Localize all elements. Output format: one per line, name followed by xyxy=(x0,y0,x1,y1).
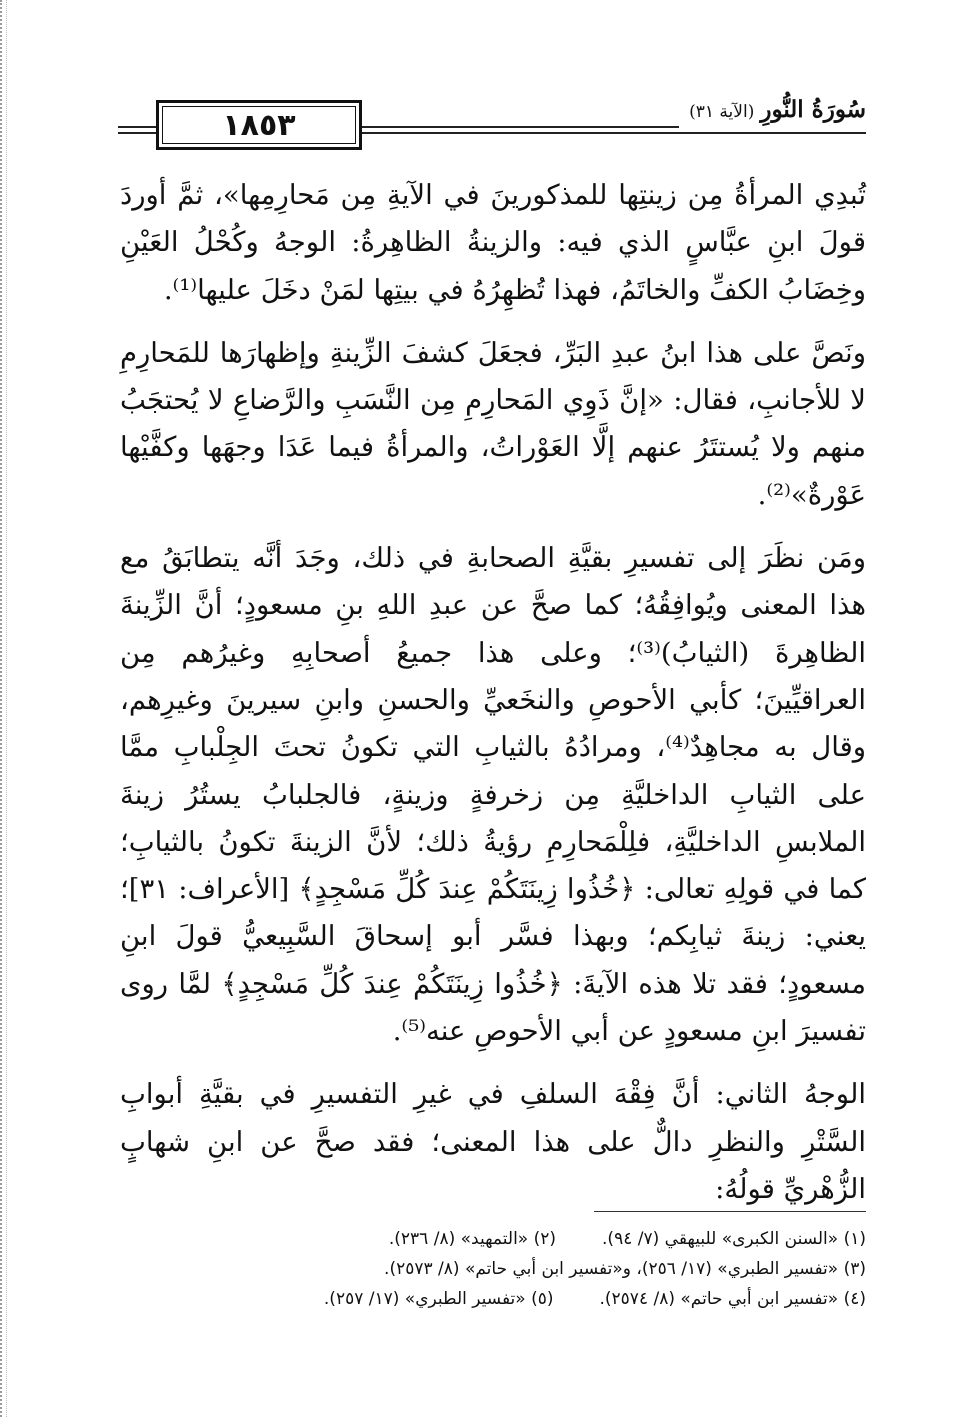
paragraph: الوجهُ الثاني: أنَّ فِقْهَ السلفِ في غيرِ التفسيرِ في بقيَّةِ أبوابِ السَّتْرِ والنظرِ دالٌّ على هذا المعنى؛ فقد صحَّ عن ابنِ شهابٍ الزُّهْريِّ قولُهُ: xyxy=(120,1078,866,1205)
paragraph: ونَصَّ على هذا ابنُ عبدِ البَرِّ، فجعَلَ كشفَ الزِّينةِ وإظهارَها للمَحارِمِ لا للأجانبِ، فقال: «إنَّ ذَوِي المَحارِمِ مِن النَّسَبِ والرَّضاعِ لا يُحتجَبُ منهم ولا يُستتَرُ عنهم إلَّا العَوْراتُ، والمرأةُ فيما عَدَا وجهَها وكفَّيْها عَوْرةٌ»⁽²⁾. xyxy=(120,336,866,511)
footnote: (٥) «تفسير الطبري» (١٧/ ٢٥٧). xyxy=(323,1289,554,1309)
footnote: (٢) «التمهيد» (٨/ ٢٣٦). xyxy=(388,1229,557,1249)
footnote: (٤) «تفسير ابن أبي حاتم» (٨/ ٢٥٧٤). xyxy=(599,1289,866,1309)
surah-name: سُورَةُ النُّورِ xyxy=(760,96,866,123)
footnote: (١) «السنن الكبرى» للبيهقي (٧/ ٩٤). xyxy=(602,1229,866,1249)
footnote-line xyxy=(120,1224,866,1254)
footnote: (٣) «تفسير الطبري» (١٧/ ٢٥٦)، و«تفسير ابن أبي حاتم» (٨/ ٢٥٧٣). xyxy=(384,1259,866,1279)
running-title xyxy=(679,96,866,128)
footnote-line xyxy=(120,1254,866,1284)
main-text xyxy=(120,172,866,1229)
footnotes xyxy=(120,1224,866,1314)
footnote-line xyxy=(120,1284,866,1314)
paragraph: ومَن نظَرَ إلى تفسيرِ بقيَّةِ الصحابةِ في ذلك، وجَدَ أنَّه يتطابَقُ مع هذا المعنى ويُوافِقُهُ؛ كما صحَّ عن عبدِ اللهِ بنِ مسعودٍ؛ أنَّ الزِّينةَ الظاهِرةَ (الثيابُ)⁽³⁾؛ وعلى هذا جميعُ أصحابِهِ وغيرُهم مِن العراقيِّينَ؛ كأبي الأحوصِ والنخَعيِّ والحسنِ وابنِ سيرينَ وغيرِهم، وقال به مجاهِدٌ⁽⁴⁾، ومرادُهُ بالثيابِ التي تكونُ تحتَ الجِلْبابِ ممَّا على الثيابِ الداخليَّةِ مِن زخرفةٍ وزينةٍ، فالجلبابُ يستُرُ زينةَ الملابسِ الداخليَّةِ، فلِلْمَحارِمِ رؤيةُ ذلك؛ لأنَّ الزينةَ تكونُ بالثيابِ؛ كما في قولِهِ تعالى: ﴿خُذُوا زِينَتَكُمْ عِندَ كُلِّ مَسْجِدٍ﴾ [الأعراف: ٣١]؛ يعني: زينةَ ثيابِكم؛ وبهذا فسَّر أبو إسحاقَ السَّبِيعيُّ قولَ ابنِ مسعودٍ؛ فقد تلا هذه الآيةَ: ﴿خُذُوا زِينَتَكُمْ عِندَ كُلِّ مَسْجِدٍ﴾ لمَّا روى تفسيرَ ابنِ مسعودٍ عن أبي الأحوصِ عنه⁽⁵⁾. xyxy=(120,542,867,1048)
ayah-reference: (الآية ٣١) xyxy=(689,102,755,122)
footnote-separator xyxy=(594,1211,866,1212)
page-number-frame xyxy=(156,100,362,150)
paragraph: تُبدِي المرأةُ مِن زينتِها للمذكورينَ في الآيةِ مِن مَحارِمِها»، ثمَّ أوردَ قولَ ابنِ عبَّاسٍ الذي فيه: والزينةُ الظاهِرةُ: الوجهُ وكُحْلُ العَيْنِ وخِضَابُ الكفِّ والخاتَمُ، فهذا تُظهِرُهُ في بيتِها لمَنْ دخَلَ عليها⁽¹⁾. xyxy=(120,179,866,306)
scan-edge xyxy=(0,0,10,1417)
page-header xyxy=(118,96,866,152)
page-number: ١٨٥٣ xyxy=(222,107,296,143)
